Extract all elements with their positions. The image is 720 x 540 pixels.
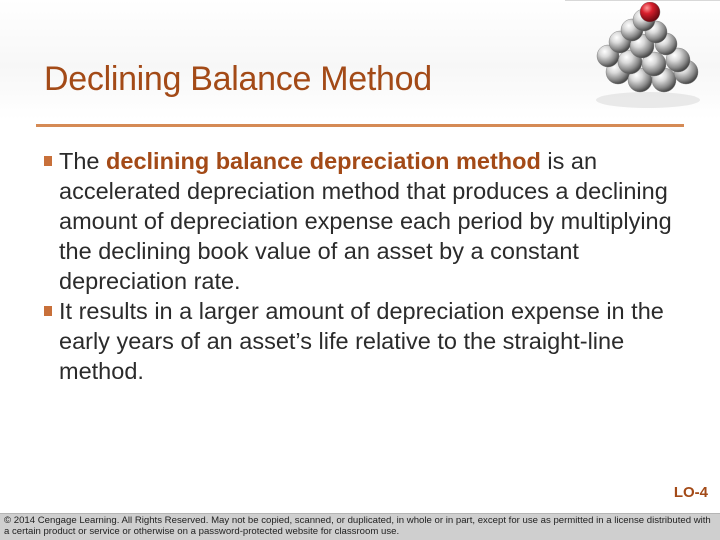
copyright-notice: © 2014 Cengage Learning. All Rights Reserved. May not be copied, scanned, or duplicated, in whole or in part, except for use as permitted in a license distributed with a certain product or service or otherwise on a password-protected website for classroom use. <box>4 515 711 537</box>
bullet-text: It results in a larger amount of depreciation expense in the early years of an asset’s life relative to the straight-line method. <box>59 298 664 384</box>
bullet-marker-icon <box>44 156 52 166</box>
bullet-item-definition <box>44 146 684 296</box>
bullet-marker-icon <box>44 306 52 316</box>
sphere-pyramid-icon <box>588 2 706 110</box>
bullet-lead-text: The <box>59 148 107 174</box>
bullet-item-effect <box>44 296 684 386</box>
corner-rule <box>565 0 720 1</box>
learning-objective-label: LO-4 <box>673 484 708 501</box>
title-underline <box>36 124 684 127</box>
highlighted-term: declining balance depreciation method <box>106 148 541 174</box>
bullet-list <box>44 146 684 386</box>
bullet-definition-text: is an accelerated depreciation method that produces a declining amount of depreciation expense each period by multiplying the declining book value of an asset by a constant depreciation rate. <box>59 148 672 294</box>
slide-title: Declining Balance Method <box>44 60 432 98</box>
red-sphere-icon <box>640 2 660 22</box>
